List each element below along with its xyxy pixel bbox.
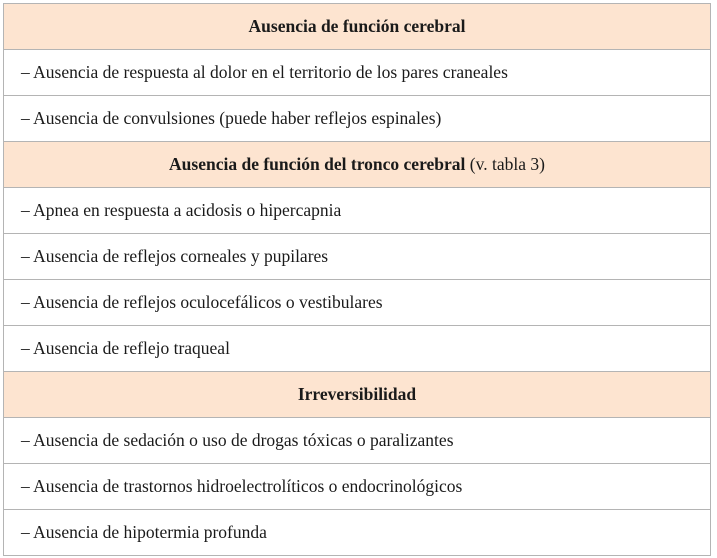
section-header-brainstem-function (4, 142, 711, 188)
criterion-text: – Ausencia de trastornos hidroelectrolíticos o endocrinológicos (4, 464, 711, 510)
section-title: Ausencia de función cerebral (248, 16, 466, 36)
section-note: (v. tabla 3) (465, 154, 545, 174)
section-header-cell (4, 372, 711, 418)
section-header-cell (4, 142, 711, 188)
section-title: Irreversibilidad (297, 384, 417, 404)
criterion-row (4, 326, 711, 372)
criterion-row (4, 234, 711, 280)
criterion-row (4, 280, 711, 326)
criterion-text: – Ausencia de reflejo traqueal (4, 326, 711, 372)
criteria-table (3, 3, 711, 556)
criterion-text: – Ausencia de sedación o uso de drogas tóxicas o paralizantes (4, 418, 711, 464)
section-header-cell (4, 4, 711, 50)
section-title: Ausencia de función del tronco cerebral (169, 154, 466, 174)
criterion-text: – Ausencia de respuesta al dolor en el territorio de los pares craneales (4, 50, 711, 96)
criterion-text: – Ausencia de convulsiones (puede haber reflejos espinales) (4, 96, 711, 142)
criterion-row (4, 50, 711, 96)
criterion-text: – Ausencia de reflejos corneales y pupilares (4, 234, 711, 280)
criterion-text: – Ausencia de hipotermia profunda (4, 510, 711, 556)
criterion-row (4, 188, 711, 234)
criterion-row (4, 510, 711, 556)
criterion-row (4, 418, 711, 464)
criterion-text: – Apnea en respuesta a acidosis o hipercapnia (4, 188, 711, 234)
criterion-row (4, 96, 711, 142)
criteria-table-body (4, 4, 711, 556)
criterion-text: – Ausencia de reflejos oculocefálicos o vestibulares (4, 280, 711, 326)
section-header-brain-function (4, 4, 711, 50)
section-header-irreversibility (4, 372, 711, 418)
criterion-row (4, 464, 711, 510)
